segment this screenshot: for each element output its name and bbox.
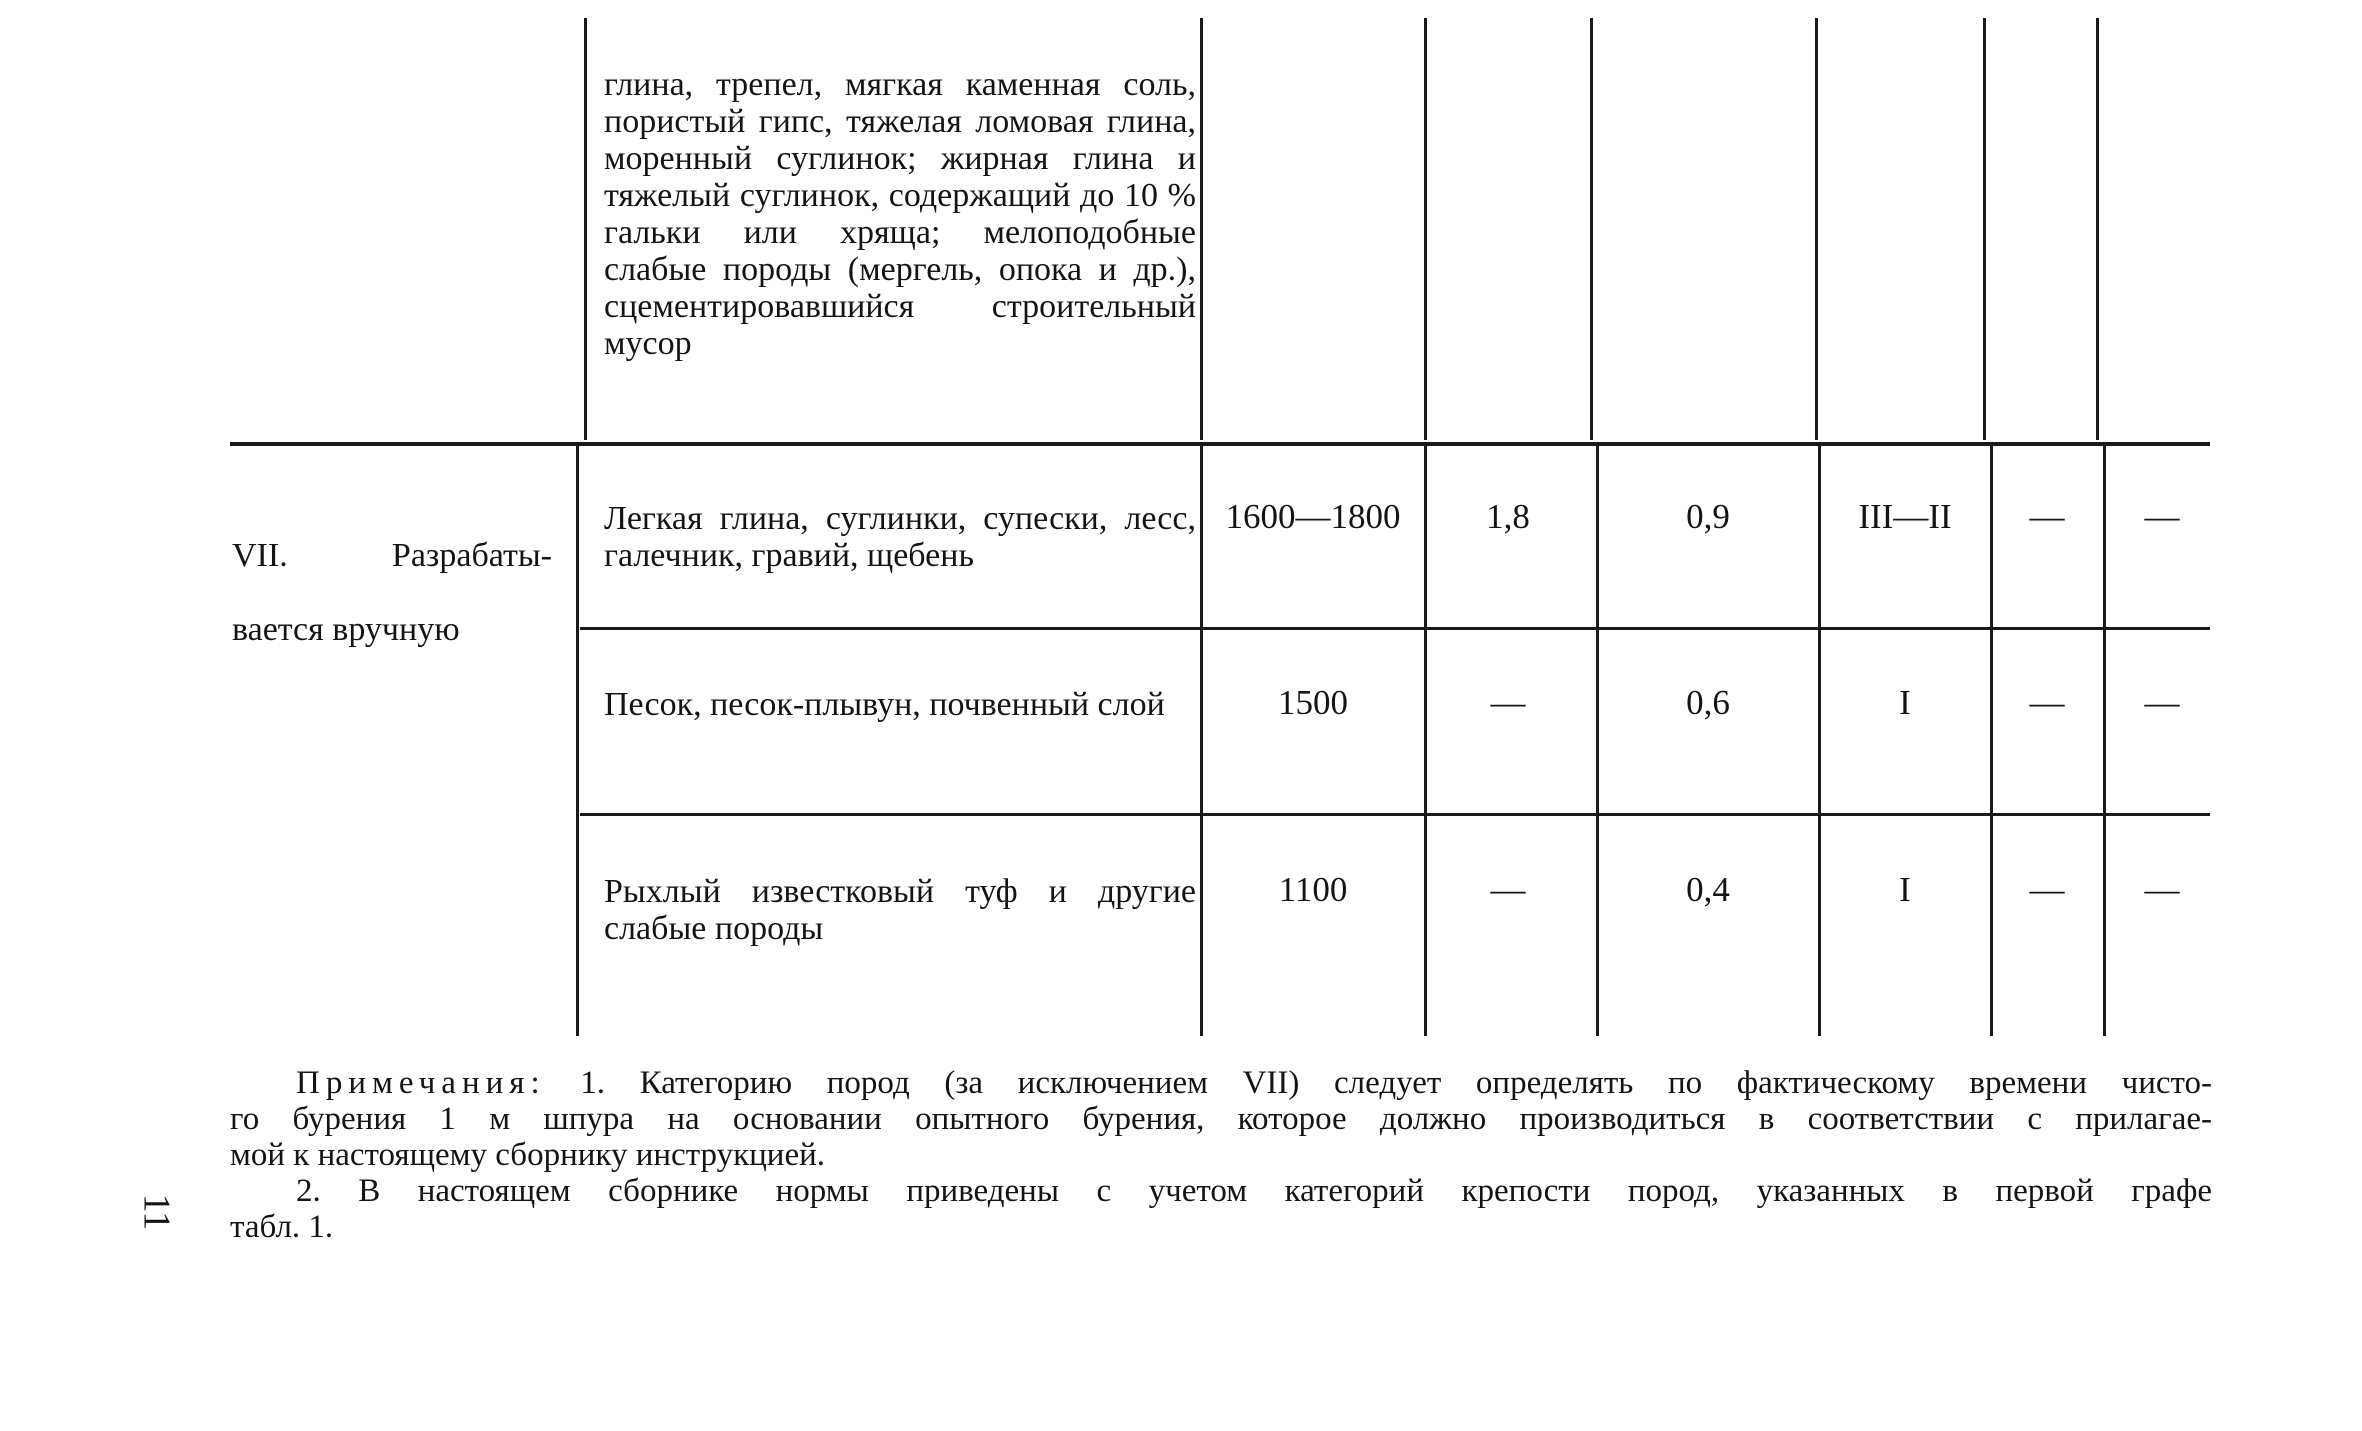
horizontal-rule [580,627,2210,630]
table-cell-value: 1500 [1278,683,1348,722]
table-cell-value: — [2144,870,2180,909]
table-cell-value: — [2029,497,2065,536]
table-cell-value: I [1899,683,1911,722]
notes-heading: Примечания: [296,1065,546,1101]
vertical-rule [1990,446,1993,1036]
notes-line: табл. 1. [230,1209,334,1245]
table-cell-value: — [2144,683,2180,722]
vertical-rule [1815,18,1818,440]
table-cell-value: 0,6 [1686,683,1730,722]
table-cell-value: 0,4 [1686,870,1730,909]
vertical-rule [576,446,579,1036]
vertical-rule [1590,18,1593,440]
table-cell-value: — [1490,870,1526,909]
vertical-rule [1200,18,1203,440]
table-cell-description: Песок, песок-плывун, почвенный слой [604,686,1165,723]
table-cell-value: 1600—1800 [1225,497,1401,536]
vertical-rule [584,18,587,440]
vertical-rule [1818,446,1821,1036]
horizontal-rule [230,442,2210,446]
table-cell-value: 1100 [1278,870,1348,909]
page-number: 11 [135,1193,178,1231]
notes-line: мой к настоящему сборнику инструкцией. [230,1137,825,1173]
table-cell-description: Легкая глина, суглинки, супески, лесс, галечник, гравий, щебень [604,500,1196,574]
vertical-rule [1200,446,1203,1036]
table-cell-description: глина, трепел, мягкая каменная соль, пористый гипс, тяжелая ломовая глина, моренный суглинок; жирная глина и тяжелый суглинок, содержащий до 10 % гальки или хряща; мелоподобные слабые породы (мергель, опока и др.), сцементировавшийся строительный мусор [604,66,1196,362]
note-2-text: 2. В настоящем сборнике нормы приведены с учетом категорий крепости пород, указанных в первой графе [296,1173,2212,1209]
table-cell-value: 1,8 [1486,497,1530,536]
notes-line [230,1065,2212,1101]
vertical-rule [1596,446,1599,1036]
table-cell-value: — [2029,870,2065,909]
horizontal-rule [580,813,2210,816]
vertical-rule [2103,446,2106,1036]
table-cell-value: — [2144,497,2180,536]
table-cell-value: 0,9 [1686,497,1730,536]
note-1-text: 1. Категорию пород (за исключением VII) следует определять по фактическому времени чисто- [580,1065,2213,1101]
group-label [232,500,552,685]
group-label-line: VII. Разрабаты- [232,537,552,574]
vertical-rule [1424,18,1427,440]
vertical-rule [1983,18,1986,440]
table-cell-value: — [1490,683,1526,722]
vertical-rule [1424,446,1427,1036]
vertical-rule [2096,18,2099,440]
notes-section [230,1065,2212,1245]
table-cell-value: — [2029,683,2065,722]
table-cell-value: I [1899,870,1911,909]
table-cell-description: Рыхлый известковый туф и другие слабые породы [604,873,1196,947]
notes-line: го бурения 1 м шпура на основании опытного бурения, которое должно производиться в соответствии с прилагае- [230,1101,2212,1137]
group-label-line: вается вручную [232,611,460,648]
table-cell-value: III—II [1858,497,1952,536]
